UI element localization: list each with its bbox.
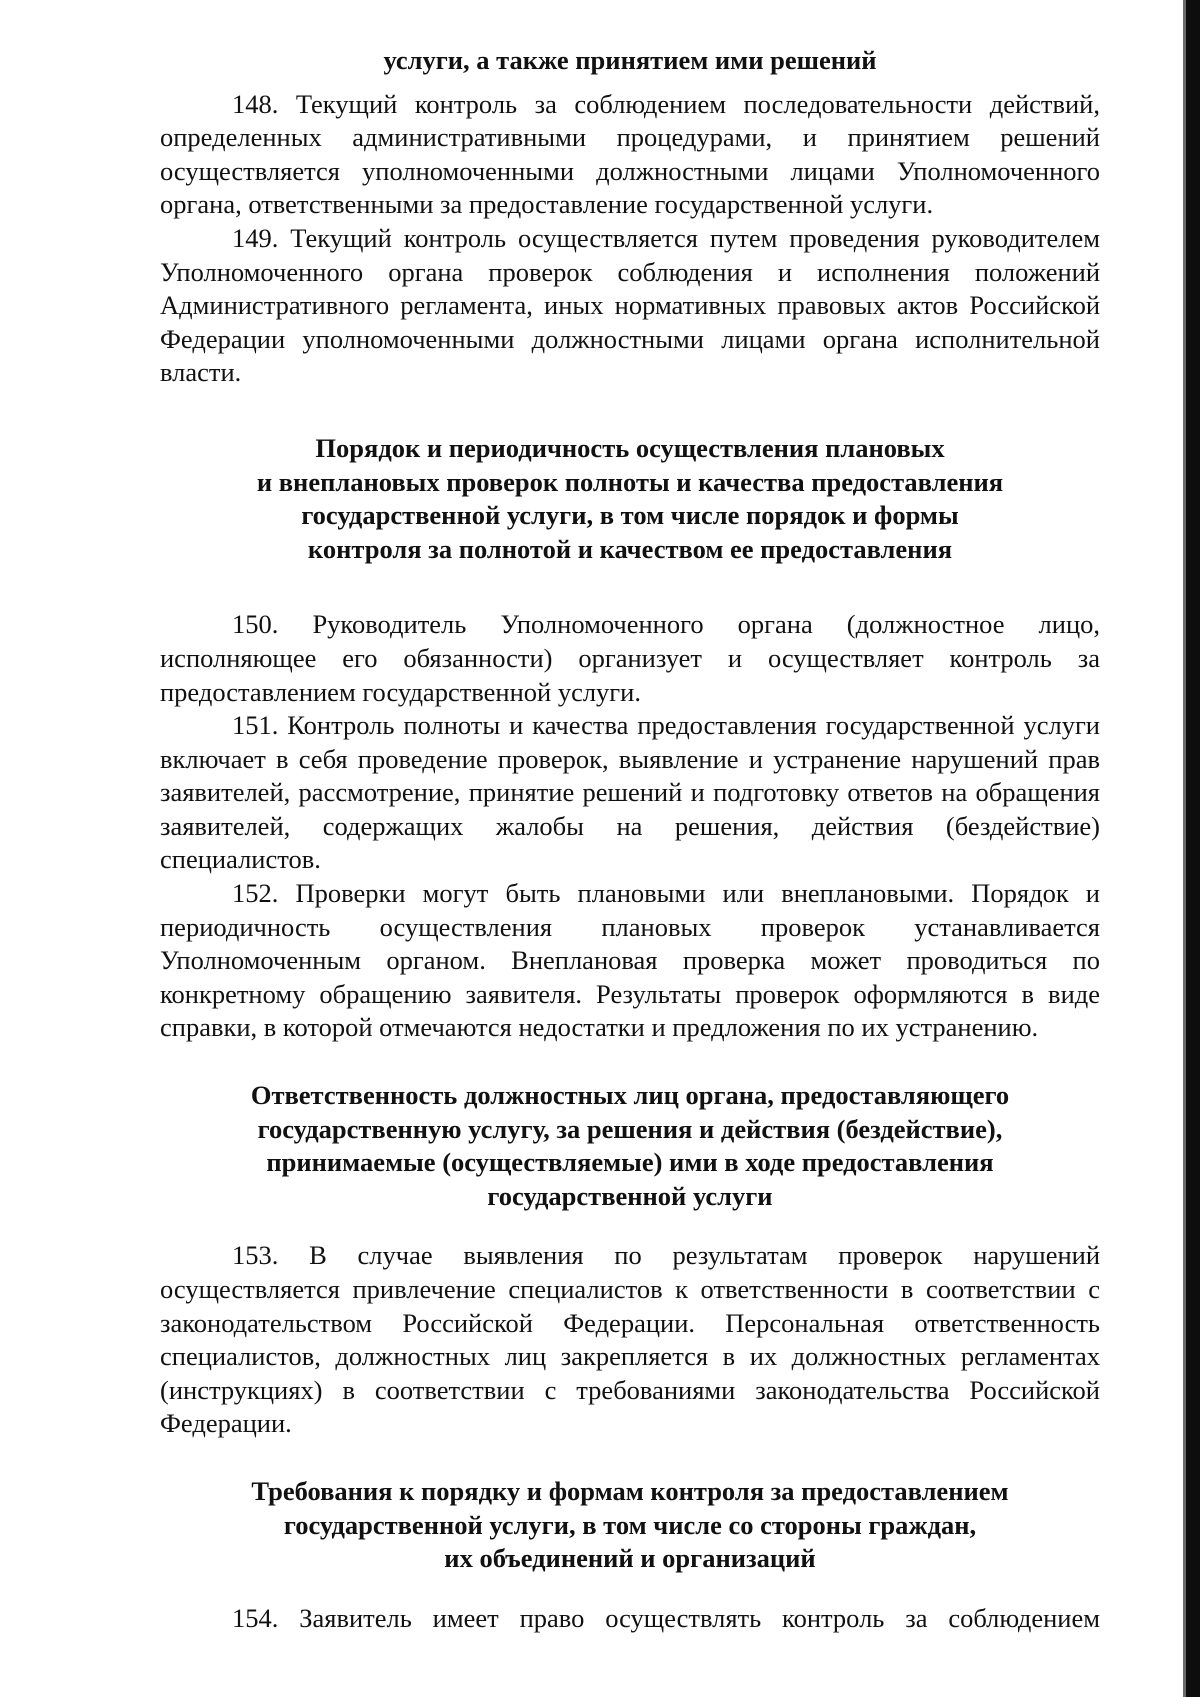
- document-page: [160, 44, 1100, 1635]
- section-heading-requirements: [160, 1475, 1100, 1576]
- paragraph-149: 149. Текущий контроль осуществляется путем проведения руководителем Уполномоченного органа проверок соблюдения и исполнения положений Административного регламента, иных нормативных правовых актов Российской Федерации уполномоченными должностными лицами органа исполнительной власти.: [160, 222, 1100, 388]
- paragraph-154: 154. Заявитель имеет право осуществлять контроль за соблюдением: [232, 1602, 1100, 1633]
- heading-line: принимаемые (осуществляемые) ими в ходе предоставления: [266, 1147, 994, 1178]
- heading-line: государственной услуги, в том числе порядок и формы: [301, 500, 959, 531]
- paragraph-152: 152. Проверки могут быть плановыми или внеплановыми. Порядок и периодичность осуществления плановых проверок устанавливается Уполномоченным органом. Внеплановая проверка может проводиться по конкретному обращению заявителя. Результаты проверок оформляются в виде справки, в которой отмечаются недостатки и предложения по их устранению.: [160, 878, 1100, 1043]
- heading-line: их объединений и организаций: [444, 1543, 816, 1574]
- heading-line: Требования к порядку и формам контроля за предоставлением: [251, 1475, 1009, 1506]
- heading-line: Порядок и периодичность осуществления плановых: [315, 432, 945, 463]
- paragraph-151: 151. Контроль полноты и качества предоставления государственной услуги включает в себя проведение проверок, выявление и устранение нарушений прав заявителей, рассмотрение, принятие решений и подготовку ответов на обращения заявителей, содержащих жалобы на решения, действия (бездействие) специалистов.: [160, 710, 1100, 875]
- heading-line: Ответственность должностных лиц органа, предоставляющего: [250, 1080, 1010, 1111]
- heading-line: государственную услугу, за решения и действия (бездействие),: [257, 1113, 1003, 1144]
- heading-line: государственной услуги: [487, 1180, 773, 1211]
- section-heading-inspections: [160, 432, 1100, 566]
- heading-line: государственной услуги, в том числе со стороны граждан,: [283, 1509, 977, 1540]
- scan-edge: [1186, 0, 1200, 1697]
- heading-line: контроля за полнотой и качеством ее предоставления: [307, 533, 953, 564]
- paragraph-150: 150. Руководитель Уполномоченного органа (должностное лицо, исполняющее его обязанности) организует и осуществляет контроль за предоставлением государственной услуги.: [160, 609, 1100, 707]
- section-heading-continuation: услуги, а также принятием ими решений: [383, 45, 877, 75]
- heading-line: и внеплановых проверок полноты и качества предоставления: [256, 466, 1004, 497]
- section-heading-responsibility: [160, 1079, 1100, 1213]
- paragraph-153: 153. В случае выявления по результатам проверок нарушений осуществляется привлечение специалистов к ответственности в соответствии с законодательством Российской Федерации. Персональная ответственность специалистов, должностных лиц закрепляется в их должностных регламентах (инструкциях) в соответствии с требованиями законодательства Российской Федерации.: [160, 1240, 1100, 1439]
- paragraph-148: 148. Текущий контроль за соблюдением последовательности действий, определенных административными процедурами, и принятием решений осуществляется уполномоченными должностными лицами Уполномоченного органа, ответственными за предоставление государственной услуги.: [160, 88, 1100, 220]
